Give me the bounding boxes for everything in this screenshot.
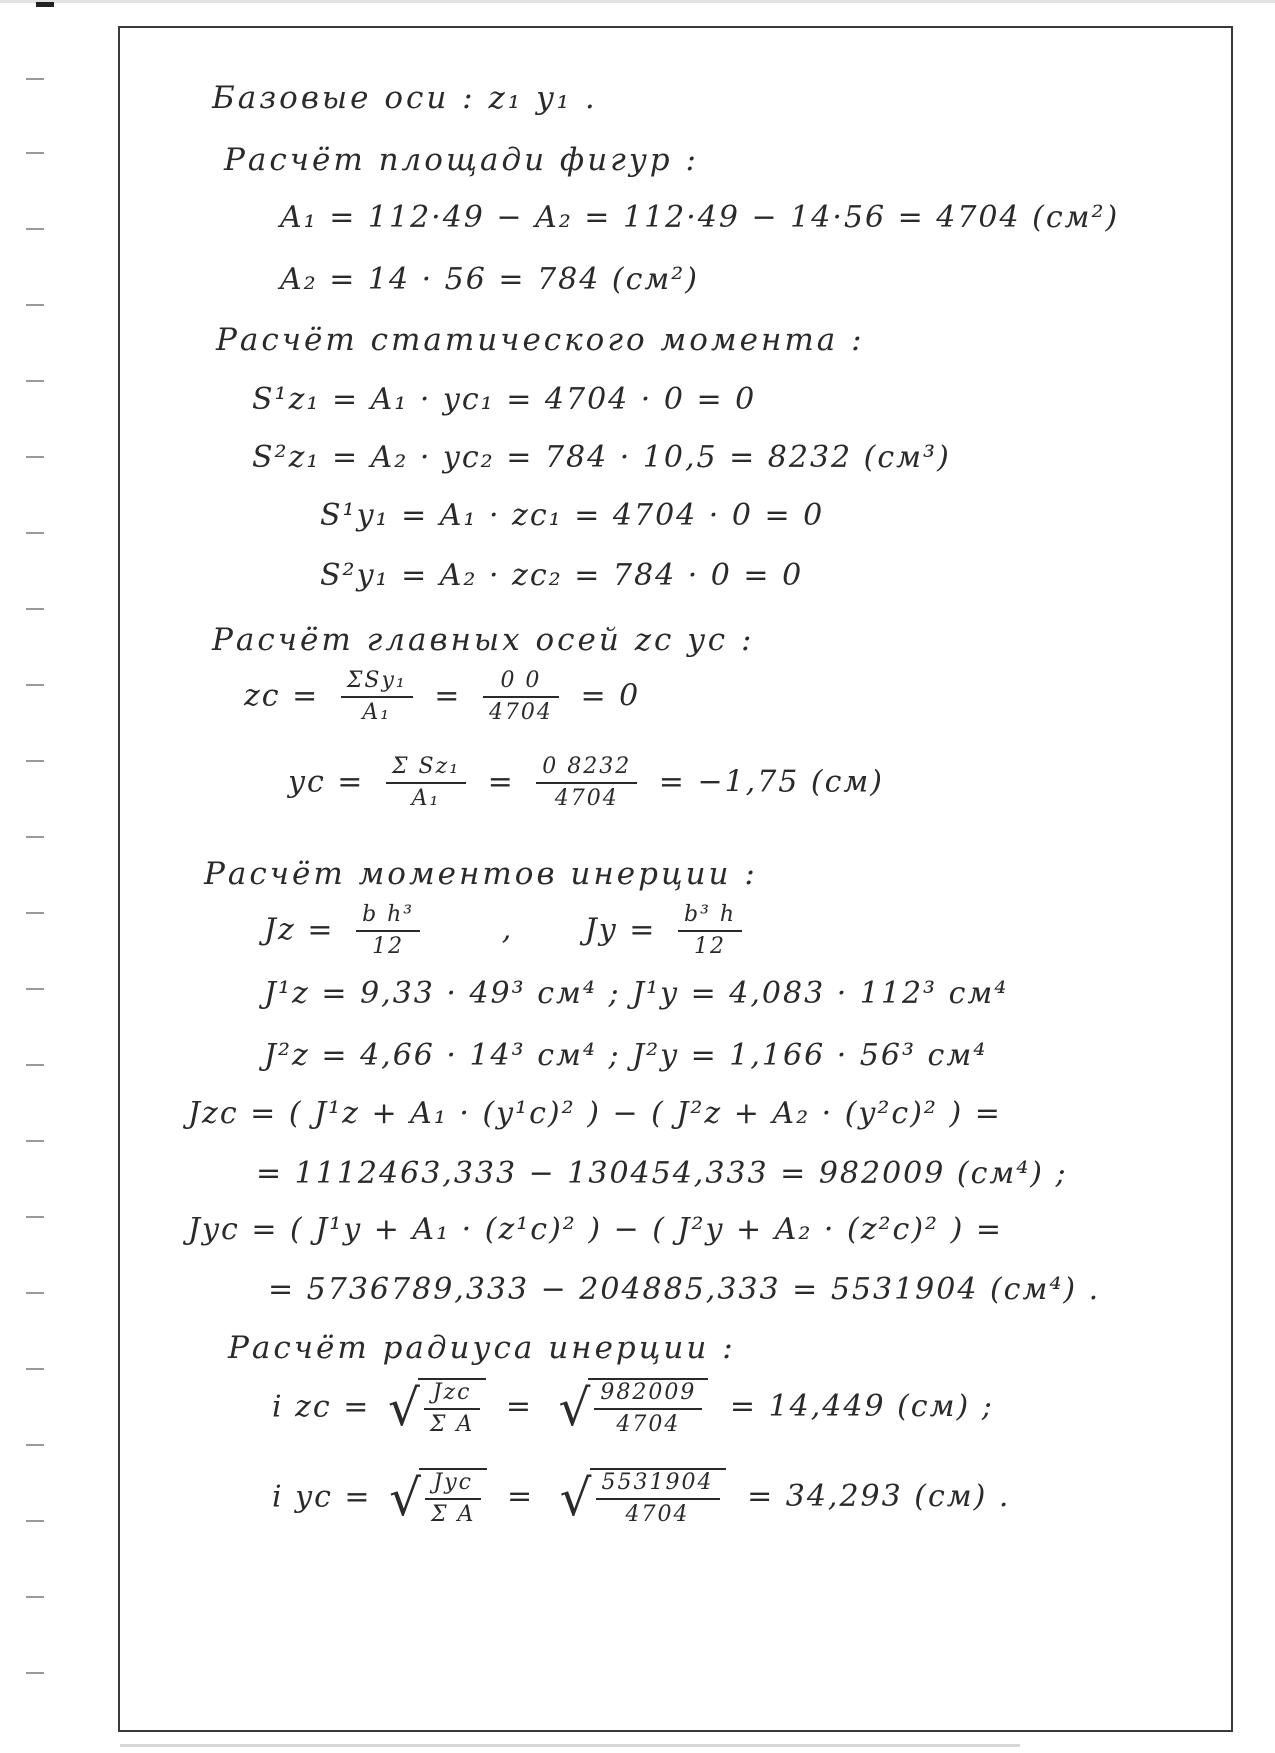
jz-lhs: Jz = — [264, 912, 335, 948]
iy-numerator-2: 5531904 — [596, 1470, 720, 1500]
zc-formula — [244, 668, 640, 727]
yc-numerator-2: 0 8232 — [536, 754, 637, 784]
iy-denominator-1: Σ A — [430, 1502, 476, 1528]
zc-numerator-2: 0 0 — [483, 668, 559, 698]
static-moment-sz2: S²z₁ = A₂ · yc₂ = 784 · 10,5 = 8232 (см³) — [252, 440, 951, 475]
iy-denominator-2: 4704 — [625, 1502, 690, 1528]
jzc-result: = 1112463,333 − 130454,333 = 982009 (см⁴) ; — [256, 1156, 1068, 1191]
jy-denominator: 12 — [694, 934, 727, 960]
iy-lhs: i yc = — [272, 1479, 372, 1515]
iz-fraction-1 — [424, 1380, 480, 1439]
zc-denominator-1: A₁ — [362, 700, 392, 726]
margin-ticks — [26, 0, 48, 1753]
static-moment-sy2: S²y₁ = A₂ · zc₂ = 784 · 0 = 0 — [320, 558, 804, 593]
jyc-formula: Jyc = ( J¹y + A₁ · (z¹c)² ) − ( J²y + A₂ · (z²c)² ) = — [188, 1212, 1003, 1247]
iz-numerator-1: Jzc — [424, 1380, 480, 1410]
area-heading: Расчёт площади фигур : — [224, 142, 699, 178]
jzc-formula: Jzc = ( J¹z + A₁ · (y¹c)² ) − ( J²z + A₂ · (y²c)² ) = — [188, 1096, 1002, 1131]
radius-heading: Расчёт радиуса инерции : — [228, 1330, 736, 1366]
iz-numerator-2: 982009 — [594, 1380, 702, 1410]
inertia-general-formulas — [264, 902, 752, 961]
sqrt-icon: √ — [559, 1469, 594, 1528]
inertia-figure-1: J¹z = 9,33 · 49³ см⁴ ; J¹y = 4,083 · 112³ см⁴ — [264, 976, 1009, 1011]
iz-lhs: i zc = — [272, 1389, 371, 1425]
formula-separator: , — [501, 912, 514, 948]
iz-denominator-1: Σ A — [429, 1412, 475, 1438]
static-moment-sy1: S¹y₁ = A₁ · zc₁ = 4704 · 0 = 0 — [320, 498, 825, 533]
static-moment-sz1: S¹z₁ = A₁ · yc₁ = 4704 · 0 = 0 — [252, 382, 757, 417]
iz-equals: = — [505, 1389, 533, 1425]
iz-radicand-2 — [588, 1378, 708, 1439]
scan-top-edge — [0, 0, 1275, 3]
yc-result: = −1,75 (см) — [658, 764, 885, 800]
area-a1-line: A₁ = 112·49 − A₂ = 112·49 − 14·56 = 4704 (см²) — [280, 200, 1120, 235]
iy-result: = 34,293 (см) . — [747, 1479, 1011, 1515]
yc-equals: = — [487, 764, 515, 800]
base-axes-line: Базовые оси : z₁ y₁ . — [212, 80, 598, 116]
radius-y-formula — [272, 1468, 1010, 1529]
jz-numerator: b h³ — [356, 902, 420, 932]
area-a2-line: A₂ = 14 · 56 = 784 (см²) — [280, 262, 699, 297]
zc-lhs: zc = — [244, 678, 320, 714]
jy-lhs: Jy = — [584, 912, 657, 948]
inertia-moments-heading: Расчёт моментов инерции : — [204, 856, 758, 892]
yc-fraction-1 — [386, 754, 466, 813]
yc-denominator-1: A₁ — [411, 786, 441, 812]
iy-radicand-2 — [590, 1468, 726, 1529]
iz-denominator-2: 4704 — [616, 1412, 681, 1438]
zc-result: = 0 — [580, 678, 641, 714]
jyc-result: = 5736789,333 − 204885,333 = 5531904 (см⁴) . — [268, 1272, 1101, 1307]
iz-radicand-1 — [418, 1378, 486, 1439]
jy-fraction — [678, 902, 742, 961]
inertia-figure-2: J²z = 4,66 · 14³ см⁴ ; J²y = 1,166 · 56³ см⁴ — [264, 1038, 988, 1073]
jz-denominator: 12 — [372, 934, 405, 960]
jy-numerator: b³ h — [678, 902, 742, 932]
sqrt-icon: √ — [387, 1379, 422, 1438]
yc-lhs: yc = — [288, 764, 365, 800]
yc-denominator-2: 4704 — [554, 786, 619, 812]
yc-formula — [288, 754, 884, 813]
zc-equals: = — [434, 678, 462, 714]
zc-numerator-1: ΣSy₁ — [341, 668, 413, 698]
sqrt-icon: √ — [389, 1469, 423, 1528]
static-moment-heading: Расчёт статического момента : — [216, 322, 865, 358]
yc-numerator-1: Σ Sz₁ — [386, 754, 466, 784]
iy-numerator-1: Jyc — [425, 1470, 481, 1500]
iy-fraction-1 — [425, 1470, 481, 1529]
sqrt-icon: √ — [558, 1379, 593, 1438]
zc-fraction-2 — [483, 668, 559, 727]
jz-fraction — [356, 902, 420, 961]
zc-denominator-2: 4704 — [488, 700, 553, 726]
iy-fraction-2 — [596, 1470, 720, 1529]
radius-z-formula — [272, 1378, 994, 1439]
iy-radicand-1 — [419, 1468, 487, 1529]
iy-equals: = — [506, 1479, 535, 1515]
scan-bottom-edge — [120, 1744, 1020, 1747]
iz-result: = 14,449 (см) ; — [729, 1389, 994, 1425]
zc-fraction-1 — [341, 668, 413, 727]
yc-fraction-2 — [536, 754, 637, 813]
iz-fraction-2 — [594, 1380, 702, 1439]
principal-axes-heading: Расчёт главных осей zc yc : — [212, 622, 755, 658]
